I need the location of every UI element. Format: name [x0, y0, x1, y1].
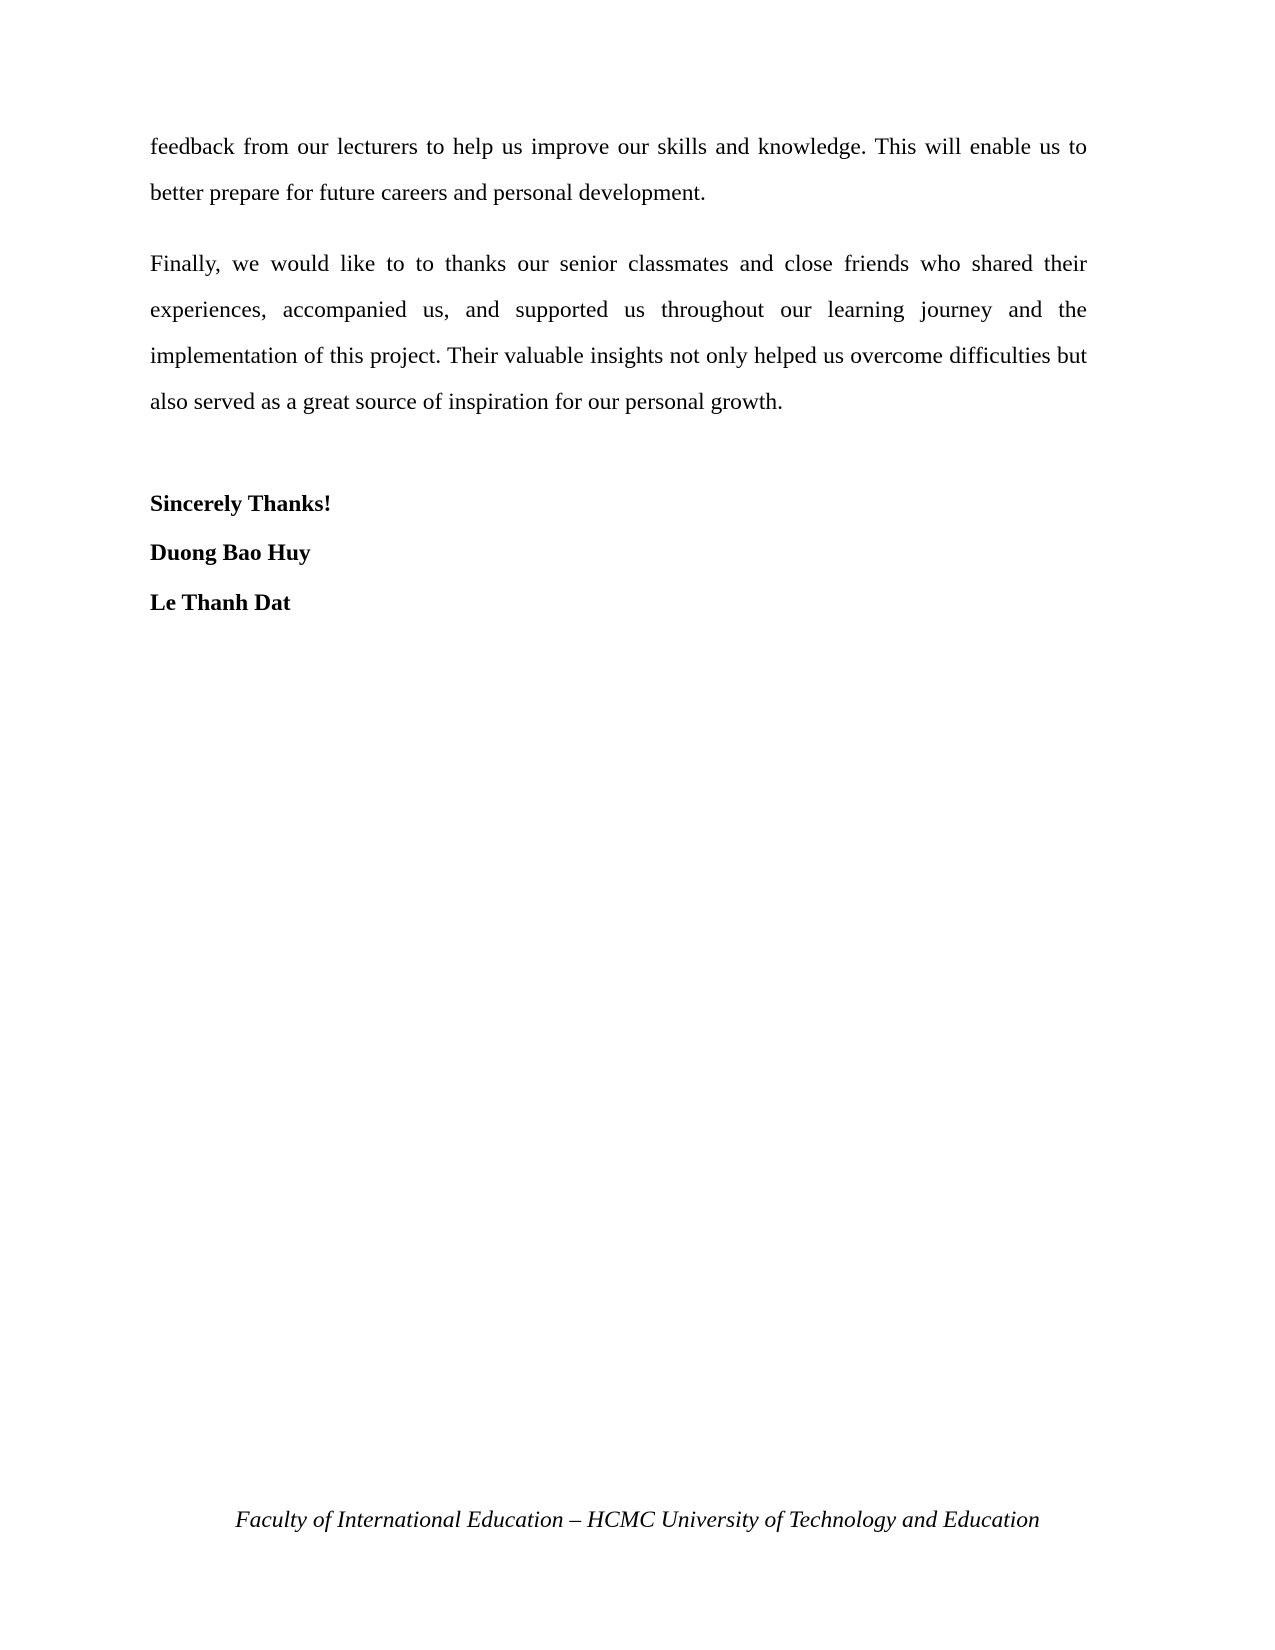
signatory-name: Duong Bao Huy	[150, 540, 311, 566]
body-paragraph-acknowledgement: Finally, we would like to to thanks our senior classmates and close friends who shared their experiences, accompanied us, and supported us throughout our learning journey and the implementation of this project. Their valuable insights not only helped us overcome difficulties but also served as a great source of inspiration for our personal growth.	[150, 251, 1087, 415]
page-footer: Faculty of International Education – HCMC University of Technology and Education	[235, 1507, 1040, 1533]
closing-line: Sincerely Thanks!	[150, 491, 332, 517]
signatory-name: Le Thanh Dat	[150, 590, 291, 616]
body-paragraph-feedback: feedback from our lecturers to help us improve our skills and knowledge. This will enable us to better prepare for future careers and personal development.	[150, 134, 1087, 206]
